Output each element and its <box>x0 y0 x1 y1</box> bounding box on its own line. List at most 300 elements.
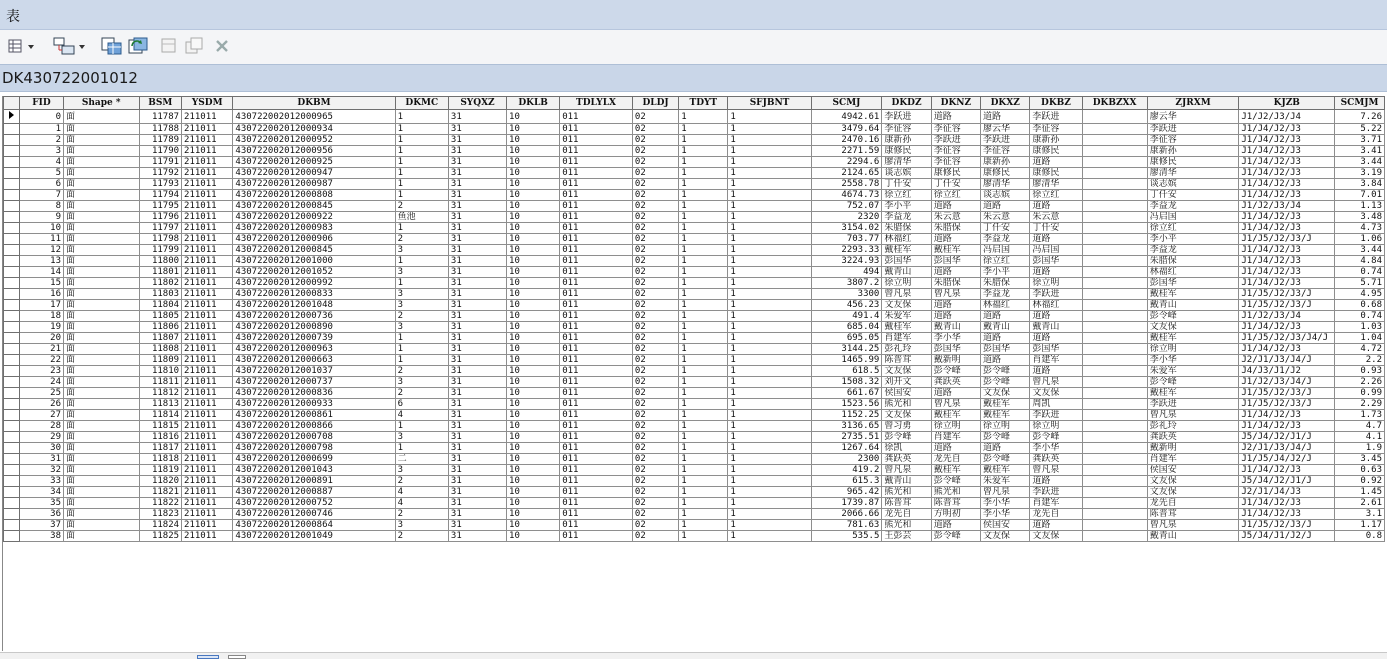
table-cell[interactable]: 李小平 <box>882 201 931 212</box>
table-cell[interactable]: 3.71 <box>1335 135 1385 146</box>
table-row[interactable] <box>4 300 1385 311</box>
table-cell[interactable]: 二 <box>395 454 448 465</box>
table-cell[interactable]: 31 <box>448 212 506 223</box>
table-cell[interactable]: 1 <box>19 124 63 135</box>
table-cell[interactable]: 10 <box>507 234 560 245</box>
row-selector[interactable] <box>4 168 20 179</box>
column-header[interactable]: ZJRXM <box>1147 97 1239 110</box>
table-cell[interactable]: 15 <box>19 278 63 289</box>
table-cell[interactable]: 文友保 <box>1030 531 1082 542</box>
table-cell[interactable]: 211011 <box>182 498 233 509</box>
table-cell[interactable]: 211011 <box>182 146 233 157</box>
table-cell[interactable]: 11789 <box>139 135 182 146</box>
table-cell[interactable]: 面 <box>64 487 140 498</box>
table-cell[interactable]: 康新孙 <box>981 157 1030 168</box>
table-cell[interactable]: 戴桂军 <box>931 245 980 256</box>
table-cell[interactable]: 10 <box>507 344 560 355</box>
table-cell[interactable]: 1267.64 <box>811 443 882 454</box>
table-cell[interactable]: 02 <box>632 190 678 201</box>
table-cell[interactable]: 11796 <box>139 212 182 223</box>
table-cell[interactable]: 011 <box>560 110 633 124</box>
table-cell[interactable]: 2.2 <box>1335 355 1385 366</box>
table-cell[interactable]: 1508.32 <box>811 377 882 388</box>
table-cell[interactable]: 10 <box>507 531 560 542</box>
table-cell[interactable]: 430722002012000798 <box>233 443 395 454</box>
table-cell[interactable]: 1 <box>728 454 811 465</box>
table-cell[interactable]: 211011 <box>182 190 233 201</box>
table-cell[interactable]: 王彭芸 <box>882 531 931 542</box>
table-cell[interactable]: 11812 <box>139 388 182 399</box>
row-selector[interactable] <box>4 223 20 234</box>
row-selector[interactable] <box>4 179 20 190</box>
table-cell[interactable]: 面 <box>64 201 140 212</box>
row-selector[interactable] <box>4 267 20 278</box>
table-cell[interactable]: J1/J4/J2/J3 <box>1239 410 1335 421</box>
column-header[interactable]: DKBZXX <box>1082 97 1147 110</box>
table-cell[interactable]: 10 <box>507 432 560 443</box>
table-cell[interactable]: 430722002012001052 <box>233 267 395 278</box>
table-cell[interactable]: 430722002012000952 <box>233 135 395 146</box>
table-row[interactable] <box>4 110 1385 124</box>
row-selector[interactable] <box>4 157 20 168</box>
table-row[interactable] <box>4 333 1385 344</box>
table-tab-name[interactable]: DK430722001012 <box>2 69 138 87</box>
table-cell[interactable]: 道路 <box>931 201 980 212</box>
table-cell[interactable]: 10 <box>507 110 560 124</box>
table-cell[interactable]: 曾凡泉 <box>1030 465 1082 476</box>
column-header[interactable]: FID <box>19 97 63 110</box>
table-cell[interactable]: 430722002012000922 <box>233 212 395 223</box>
table-cell[interactable]: 面 <box>64 322 140 333</box>
table-cell[interactable]: 211011 <box>182 344 233 355</box>
table-cell[interactable]: 曾凡泉 <box>1147 520 1239 531</box>
table-cell[interactable]: 1.73 <box>1335 410 1385 421</box>
table-cell[interactable]: 3 <box>395 465 448 476</box>
table-row[interactable] <box>4 190 1385 201</box>
table-cell[interactable]: 1739.87 <box>811 498 882 509</box>
table-cell[interactable] <box>1082 366 1147 377</box>
table-cell[interactable]: 430722002012000906 <box>233 234 395 245</box>
table-cell[interactable]: 11799 <box>139 245 182 256</box>
table-cell[interactable]: 谈志嫔 <box>981 190 1030 201</box>
table-cell[interactable]: 430722002012000925 <box>233 157 395 168</box>
table-cell[interactable] <box>1082 157 1147 168</box>
table-cell[interactable]: 11814 <box>139 410 182 421</box>
table-cell[interactable]: 面 <box>64 465 140 476</box>
table-cell[interactable]: 徐立明 <box>1030 278 1082 289</box>
table-cell[interactable]: 1 <box>395 146 448 157</box>
table-cell[interactable]: 10 <box>507 421 560 432</box>
table-cell[interactable]: 10 <box>507 201 560 212</box>
table-cell[interactable]: 戴桂军 <box>1147 388 1239 399</box>
table-cell[interactable]: 康新孙 <box>1147 146 1239 157</box>
table-cell[interactable]: 10 <box>507 487 560 498</box>
table-cell[interactable]: 211011 <box>182 388 233 399</box>
table-cell[interactable]: 彭国华 <box>1030 344 1082 355</box>
table-cell[interactable]: 31 <box>448 520 506 531</box>
table-cell[interactable] <box>1082 443 1147 454</box>
row-selector[interactable] <box>4 443 20 454</box>
table-cell[interactable]: 31 <box>448 476 506 487</box>
table-cell[interactable]: 道路 <box>1030 333 1082 344</box>
table-cell[interactable]: 龙先自 <box>1147 498 1239 509</box>
table-cell[interactable]: 23 <box>19 366 63 377</box>
table-cell[interactable]: 曾凡泉 <box>931 289 980 300</box>
table-cell[interactable]: 面 <box>64 520 140 531</box>
table-cell[interactable]: 494 <box>811 267 882 278</box>
table-cell[interactable]: 文友保 <box>1030 388 1082 399</box>
table-cell[interactable]: 430722002012000890 <box>233 322 395 333</box>
table-cell[interactable]: 11806 <box>139 322 182 333</box>
table-cell[interactable]: 31 <box>448 465 506 476</box>
table-cell[interactable]: 陈普茸 <box>882 498 931 509</box>
table-cell[interactable]: 道路 <box>931 300 980 311</box>
table-cell[interactable]: 10 <box>507 157 560 168</box>
column-header[interactable]: Shape * <box>64 97 140 110</box>
table-cell[interactable]: 02 <box>632 344 678 355</box>
table-cell[interactable]: 211011 <box>182 179 233 190</box>
table-cell[interactable]: 康修民 <box>981 168 1030 179</box>
table-cell[interactable]: 面 <box>64 344 140 355</box>
table-cell[interactable]: 11822 <box>139 498 182 509</box>
table-cell[interactable]: 31 <box>448 201 506 212</box>
table-cell[interactable]: 02 <box>632 135 678 146</box>
table-cell[interactable]: 430722002012000739 <box>233 333 395 344</box>
table-cell[interactable] <box>1082 465 1147 476</box>
table-cell[interactable]: 211011 <box>182 135 233 146</box>
table-cell[interactable]: 10 <box>507 168 560 179</box>
table-cell[interactable]: 011 <box>560 520 633 531</box>
table-cell[interactable]: 2 <box>395 509 448 520</box>
table-cell[interactable]: 戴桂军 <box>931 410 980 421</box>
table-cell[interactable]: 1 <box>679 333 728 344</box>
table-cell[interactable]: 道路 <box>931 110 980 124</box>
table-cell[interactable]: 朱腊保 <box>882 223 931 234</box>
table-cell[interactable]: 熊光和 <box>882 399 931 410</box>
table-cell[interactable]: 211011 <box>182 443 233 454</box>
table-cell[interactable]: 31 <box>448 366 506 377</box>
table-cell[interactable]: 朱云意 <box>1030 212 1082 223</box>
table-cell[interactable]: 道路 <box>1030 267 1082 278</box>
table-cell[interactable]: 31 <box>448 267 506 278</box>
table-cell[interactable]: 011 <box>560 509 633 520</box>
table-cell[interactable]: 1 <box>679 476 728 487</box>
table-cell[interactable] <box>1082 190 1147 201</box>
table-cell[interactable]: 1 <box>679 487 728 498</box>
table-cell[interactable]: 011 <box>560 267 633 278</box>
table-cell[interactable]: 道路 <box>1030 476 1082 487</box>
table-cell[interactable]: 李征容 <box>1030 124 1082 135</box>
table-cell[interactable]: 11798 <box>139 234 182 245</box>
table-row[interactable] <box>4 124 1385 135</box>
table-cell[interactable]: 011 <box>560 388 633 399</box>
table-cell[interactable]: 陈普茸 <box>882 355 931 366</box>
table-cell[interactable]: 011 <box>560 212 633 223</box>
table-cell[interactable] <box>1082 179 1147 190</box>
table-cell[interactable]: 李小华 <box>1030 443 1082 454</box>
table-cell[interactable]: 430722002012000708 <box>233 432 395 443</box>
table-cell[interactable]: 李跃进 <box>1030 487 1082 498</box>
table-cell[interactable]: 面 <box>64 168 140 179</box>
row-selector[interactable] <box>4 487 20 498</box>
table-row[interactable] <box>4 421 1385 432</box>
table-cell[interactable]: 10 <box>507 190 560 201</box>
table-cell[interactable]: 011 <box>560 278 633 289</box>
table-cell[interactable]: 24 <box>19 377 63 388</box>
table-cell[interactable]: J1/J5/J2/J3/J <box>1239 289 1335 300</box>
table-cell[interactable]: 朱腊保 <box>931 278 980 289</box>
table-cell[interactable]: 211011 <box>182 201 233 212</box>
row-selector[interactable] <box>4 300 20 311</box>
table-cell[interactable]: 011 <box>560 322 633 333</box>
table-row[interactable] <box>4 509 1385 520</box>
table-cell[interactable]: 肖建军 <box>1030 355 1082 366</box>
table-cell[interactable]: J1/J4/J2/J3 <box>1239 168 1335 179</box>
table-cell[interactable]: 5.71 <box>1335 278 1385 289</box>
table-cell[interactable]: 1 <box>679 256 728 267</box>
table-cell[interactable]: 02 <box>632 410 678 421</box>
attribute-table-grid[interactable] <box>2 96 1385 651</box>
table-cell[interactable]: 430722002012000746 <box>233 509 395 520</box>
table-cell[interactable]: 211011 <box>182 223 233 234</box>
table-cell[interactable]: 3807.2 <box>811 278 882 289</box>
table-cell[interactable]: 冯启国 <box>1030 245 1082 256</box>
row-selector[interactable] <box>4 333 20 344</box>
table-cell[interactable]: 徐立红 <box>882 190 931 201</box>
table-cell[interactable]: 1 <box>679 509 728 520</box>
table-cell[interactable]: 1 <box>679 454 728 465</box>
table-cell[interactable]: 0.63 <box>1335 465 1385 476</box>
table-cell[interactable]: 3 <box>395 322 448 333</box>
table-cell[interactable]: 38 <box>19 531 63 542</box>
table-cell[interactable]: 6 <box>19 179 63 190</box>
table-cell[interactable]: 道路 <box>981 110 1030 124</box>
table-cell[interactable] <box>1082 344 1147 355</box>
table-cell[interactable]: 430722002012000891 <box>233 476 395 487</box>
table-cell[interactable]: 211011 <box>182 300 233 311</box>
table-cell[interactable]: 11809 <box>139 355 182 366</box>
table-cell[interactable]: 朱云意 <box>981 212 1030 223</box>
table-cell[interactable]: 31 <box>448 110 506 124</box>
table-cell[interactable]: 430722002012000752 <box>233 498 395 509</box>
table-cell[interactable]: 1.03 <box>1335 322 1385 333</box>
table-cell[interactable]: 1 <box>679 212 728 223</box>
table-cell[interactable]: 7 <box>19 190 63 201</box>
table-row[interactable] <box>4 399 1385 410</box>
table-cell[interactable]: 430722002012000836 <box>233 388 395 399</box>
table-cell[interactable]: 2 <box>395 531 448 542</box>
table-row[interactable] <box>4 245 1385 256</box>
table-cell[interactable]: J1/J4/J2/J3 <box>1239 124 1335 135</box>
table-row[interactable] <box>4 201 1385 212</box>
delete-selected-button[interactable] <box>212 36 232 56</box>
table-row[interactable] <box>4 311 1385 322</box>
table-cell[interactable]: 戴桂军 <box>931 465 980 476</box>
table-cell[interactable]: 戴桂军 <box>981 465 1030 476</box>
table-cell[interactable]: 肖建军 <box>1147 454 1239 465</box>
table-cell[interactable] <box>1082 410 1147 421</box>
table-cell[interactable]: 4.1 <box>1335 432 1385 443</box>
table-cell[interactable]: 1 <box>679 124 728 135</box>
table-cell[interactable]: 面 <box>64 267 140 278</box>
table-cell[interactable]: 1 <box>679 168 728 179</box>
table-cell[interactable]: 211011 <box>182 355 233 366</box>
table-cell[interactable]: 211011 <box>182 487 233 498</box>
table-options-button[interactable] <box>6 36 40 56</box>
table-cell[interactable]: 10 <box>507 289 560 300</box>
table-cell[interactable]: 011 <box>560 476 633 487</box>
table-cell[interactable]: 011 <box>560 366 633 377</box>
table-cell[interactable]: 430722002012000699 <box>233 454 395 465</box>
row-selector[interactable] <box>4 366 20 377</box>
table-cell[interactable]: 3136.65 <box>811 421 882 432</box>
table-cell[interactable]: 31 <box>448 454 506 465</box>
table-cell[interactable]: 冯启国 <box>981 245 1030 256</box>
table-cell[interactable]: 面 <box>64 124 140 135</box>
zoom-to-selected-button[interactable] <box>184 36 206 56</box>
table-cell[interactable]: 4.84 <box>1335 256 1385 267</box>
table-cell[interactable]: 10 <box>507 135 560 146</box>
table-cell[interactable]: 1 <box>728 245 811 256</box>
table-cell[interactable]: 13 <box>19 256 63 267</box>
table-cell[interactable]: 1 <box>728 443 811 454</box>
table-cell[interactable]: 1 <box>728 410 811 421</box>
table-cell[interactable]: 李征容 <box>882 124 931 135</box>
table-cell[interactable]: 面 <box>64 443 140 454</box>
table-cell[interactable]: 文友保 <box>882 366 931 377</box>
row-selector[interactable] <box>4 432 20 443</box>
table-cell[interactable]: 31 <box>448 377 506 388</box>
table-cell[interactable]: 31 <box>448 190 506 201</box>
table-cell[interactable]: 道路 <box>931 234 980 245</box>
table-cell[interactable]: 彭国华 <box>1147 278 1239 289</box>
table-cell[interactable]: 1 <box>679 443 728 454</box>
table-cell[interactable]: 1 <box>395 168 448 179</box>
table-cell[interactable]: 1 <box>679 289 728 300</box>
table-cell[interactable]: 文友保 <box>1147 476 1239 487</box>
table-cell[interactable]: 面 <box>64 366 140 377</box>
table-cell[interactable]: J1/J4/J2/J3 <box>1239 256 1335 267</box>
table-cell[interactable]: 1 <box>395 355 448 366</box>
table-cell[interactable]: 02 <box>632 388 678 399</box>
table-cell[interactable]: 011 <box>560 190 633 201</box>
table-cell[interactable]: 10 <box>507 278 560 289</box>
table-row[interactable] <box>4 432 1385 443</box>
table-cell[interactable]: 1 <box>395 110 448 124</box>
table-cell[interactable]: 011 <box>560 157 633 168</box>
table-cell[interactable]: 2558.78 <box>811 179 882 190</box>
table-cell[interactable]: 31 <box>448 135 506 146</box>
table-row[interactable] <box>4 212 1385 223</box>
table-cell[interactable]: 李征容 <box>931 157 980 168</box>
table-cell[interactable]: 丁仟安 <box>1030 223 1082 234</box>
table-cell[interactable]: 31 <box>448 443 506 454</box>
table-cell[interactable]: 李跃进 <box>1147 124 1239 135</box>
table-cell[interactable]: 道路 <box>981 311 1030 322</box>
table-cell[interactable]: 02 <box>632 520 678 531</box>
table-cell[interactable]: 道路 <box>931 443 980 454</box>
table-cell[interactable]: 面 <box>64 476 140 487</box>
table-cell[interactable]: 李小华 <box>981 509 1030 520</box>
table-cell[interactable]: 430722002012000887 <box>233 487 395 498</box>
table-cell[interactable]: 31 <box>448 432 506 443</box>
table-cell[interactable]: 965.42 <box>811 487 882 498</box>
table-cell[interactable]: J1/J4/J2/J3 <box>1239 322 1335 333</box>
row-selector[interactable] <box>4 410 20 421</box>
table-row[interactable] <box>4 443 1385 454</box>
table-cell[interactable]: 曾凡泉 <box>931 399 980 410</box>
table-cell[interactable]: 1 <box>728 333 811 344</box>
table-cell[interactable]: 31 <box>448 124 506 135</box>
table-cell[interactable]: 20 <box>19 333 63 344</box>
table-cell[interactable]: 11802 <box>139 278 182 289</box>
table-cell[interactable]: 徐立明 <box>931 421 980 432</box>
table-cell[interactable]: J1/J5/J2/J3/J <box>1239 399 1335 410</box>
table-cell[interactable]: 1 <box>395 344 448 355</box>
table-cell[interactable]: 2.61 <box>1335 498 1385 509</box>
table-cell[interactable]: 02 <box>632 443 678 454</box>
table-cell[interactable] <box>1082 135 1147 146</box>
table-cell[interactable]: 11818 <box>139 454 182 465</box>
table-cell[interactable]: 10 <box>507 256 560 267</box>
table-cell[interactable]: 朱爱军 <box>882 311 931 322</box>
table-cell[interactable]: 35 <box>19 498 63 509</box>
table-cell[interactable]: 彭礼玲 <box>882 344 931 355</box>
table-cell[interactable]: 1 <box>679 366 728 377</box>
table-cell[interactable]: 廖云华 <box>981 124 1030 135</box>
table-cell[interactable]: 1 <box>728 476 811 487</box>
table-cell[interactable]: 1 <box>728 190 811 201</box>
table-cell[interactable]: 31 <box>448 179 506 190</box>
table-row[interactable] <box>4 135 1385 146</box>
table-cell[interactable]: 11807 <box>139 333 182 344</box>
table-cell[interactable]: 11800 <box>139 256 182 267</box>
table-cell[interactable]: 211011 <box>182 333 233 344</box>
table-cell[interactable]: 11805 <box>139 311 182 322</box>
table-cell[interactable]: 1 <box>728 146 811 157</box>
table-cell[interactable]: 李跃进 <box>1030 110 1082 124</box>
table-cell[interactable]: 丁仟安 <box>882 179 931 190</box>
table-cell[interactable]: 011 <box>560 124 633 135</box>
table-cell[interactable]: 曾凡泉 <box>1147 410 1239 421</box>
table-row[interactable] <box>4 157 1385 168</box>
table-cell[interactable]: 1 <box>395 421 448 432</box>
table-cell[interactable]: 4942.61 <box>811 110 882 124</box>
table-cell[interactable]: 林福红 <box>882 234 931 245</box>
column-header[interactable]: DKBZ <box>1030 97 1082 110</box>
table-cell[interactable]: 011 <box>560 289 633 300</box>
table-cell[interactable]: 3 <box>395 267 448 278</box>
table-cell[interactable]: 朱腊保 <box>931 223 980 234</box>
table-cell[interactable]: 面 <box>64 300 140 311</box>
table-cell[interactable] <box>1082 245 1147 256</box>
table-row[interactable] <box>4 388 1385 399</box>
table-cell[interactable]: 1 <box>728 377 811 388</box>
table-cell[interactable]: 011 <box>560 179 633 190</box>
table-cell[interactable]: 752.07 <box>811 201 882 212</box>
table-cell[interactable] <box>1082 421 1147 432</box>
table-cell[interactable]: 周凯 <box>1030 399 1082 410</box>
table-cell[interactable]: 3.44 <box>1335 157 1385 168</box>
table-cell[interactable]: J5/J4/J2/J1/J <box>1239 432 1335 443</box>
table-cell[interactable]: J1/J5/J2/J3/J <box>1239 388 1335 399</box>
table-cell[interactable]: 615.3 <box>811 476 882 487</box>
table-cell[interactable]: 道路 <box>1030 520 1082 531</box>
table-cell[interactable]: 02 <box>632 355 678 366</box>
table-cell[interactable]: 李征容 <box>931 146 980 157</box>
table-cell[interactable]: 1 <box>728 135 811 146</box>
table-cell[interactable]: 10 <box>507 355 560 366</box>
